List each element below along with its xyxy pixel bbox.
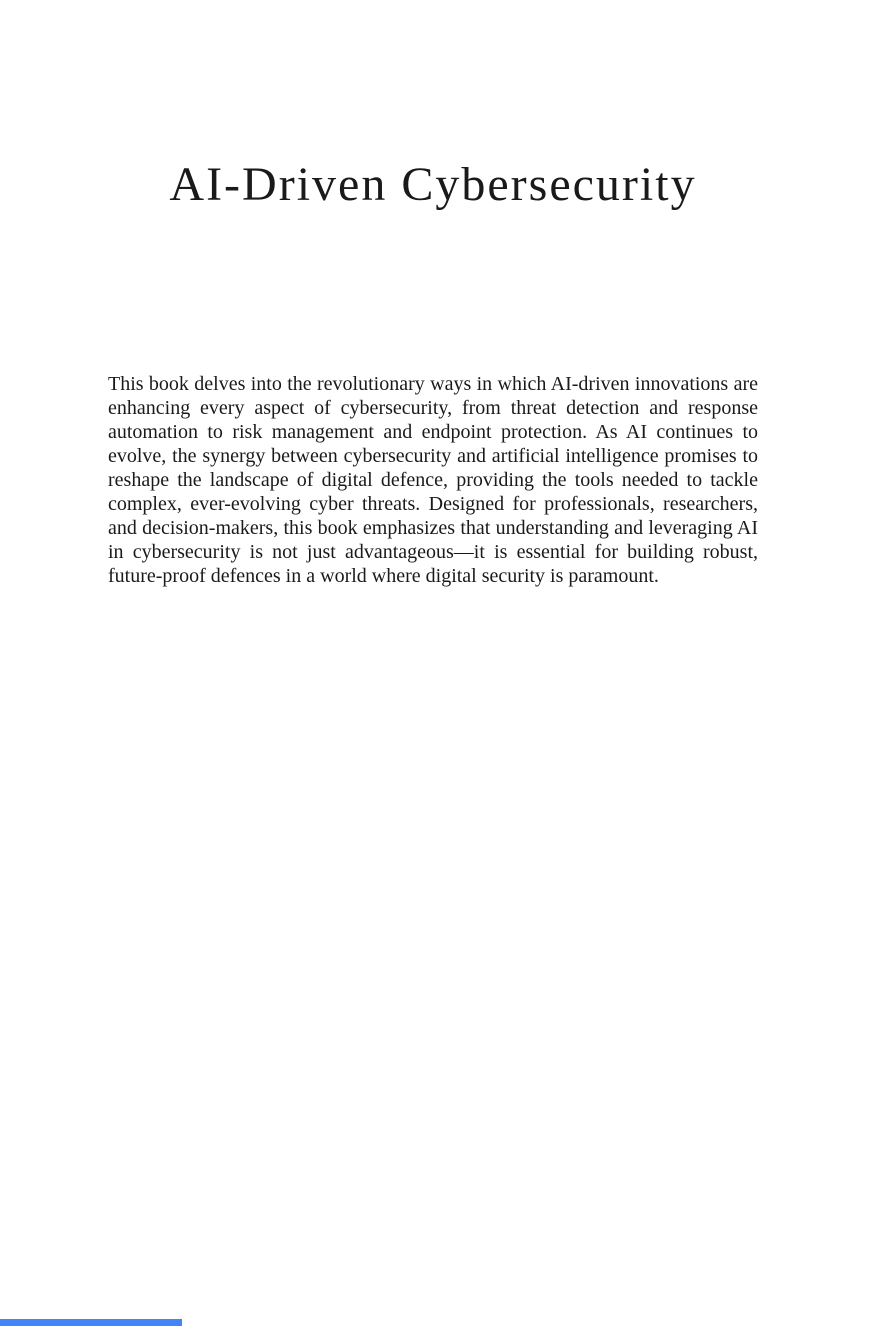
book-title: AI-Driven Cybersecurity [169,158,697,211]
book-description: This book delves into the revolutionary ways in which AI-driven innovations are enhancing every aspect of cybersecurity, from threat detection and response automation to risk management and endpoint protection. As AI continues to evolve, the synergy between cybersecurity and artificial intelligence promises to reshape the landscape of digital defence, providing the tools needed to tackle complex, ever-evolving cyber threats. Designed for professionals, researchers, and decision-makers, this book emphasizes that understanding and leveraging AI in cybersecurity is not just advantageous—it is essential for building robust, future-proof defences in a world where digital security is paramount. [108,373,758,587]
reading-progress-bar [0,1319,182,1326]
